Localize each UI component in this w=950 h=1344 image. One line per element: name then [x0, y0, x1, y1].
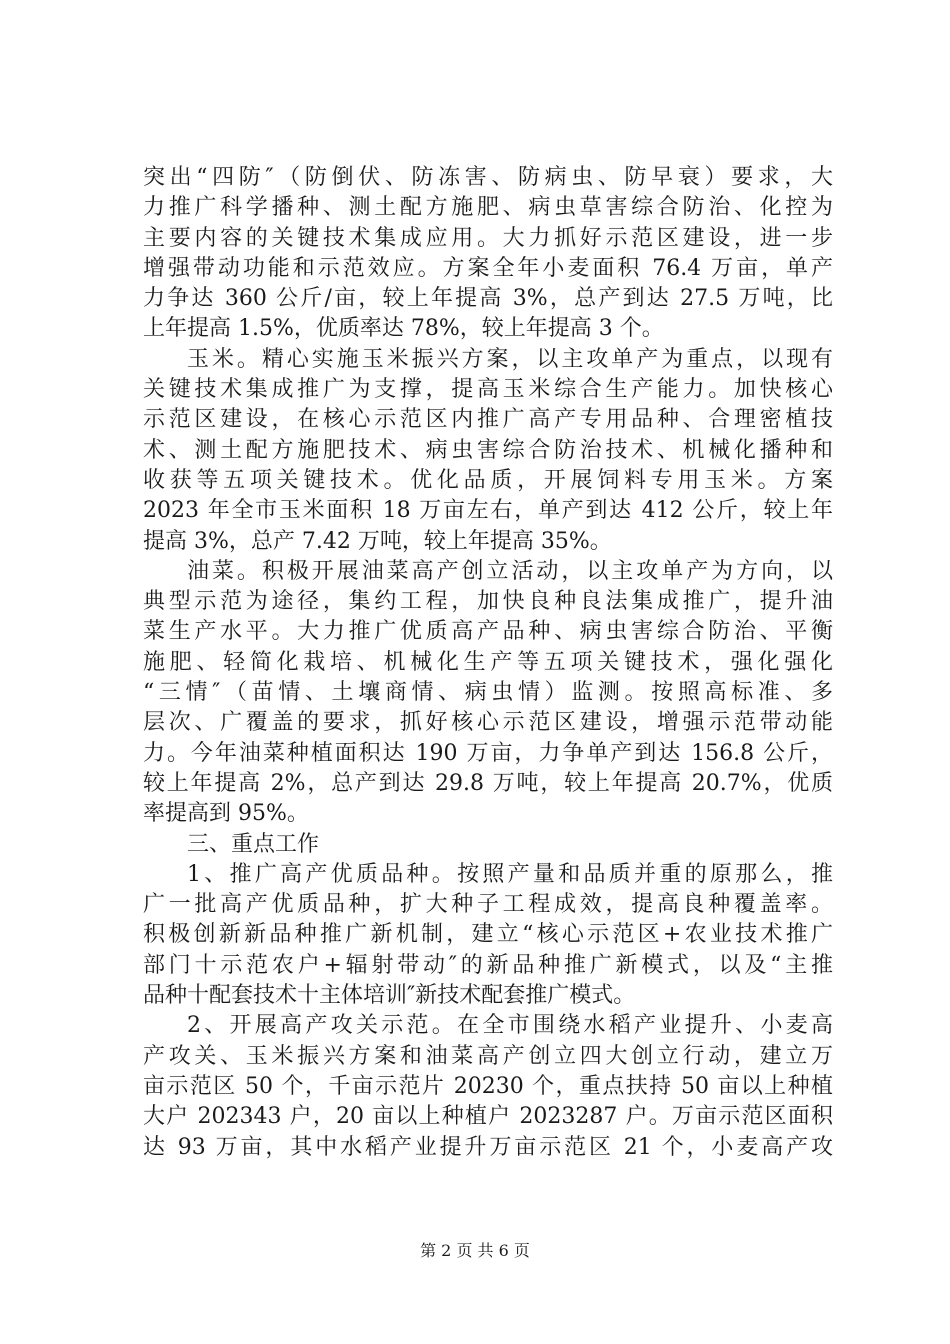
text-line: 主要内容的关键技术集成应用。大力抓好示范区建设，进一步 — [143, 225, 833, 251]
text-line: 较上年提高 2%，总产到达 29.8 万吨，较上年提高 20.7%，优质 — [143, 770, 833, 796]
text-line: 典型示范为途径，集约工程，加快良种良法集成推广，提升油 — [143, 589, 833, 615]
text-line: 关键技术集成推广为支撑，提高玉米综合生产能力。加快核心 — [143, 377, 833, 403]
text-line: 大户 202343 户，20 亩以上种植户 2023287 户。万亩示范区面积 — [143, 1104, 833, 1130]
text-line: 收获等五项关键技术。优化品质，开展饲料专用玉米。方案 — [143, 467, 833, 493]
text-line: 广一批高产优质品种，扩大种子工程成效，提高良种覆盖率。 — [143, 892, 833, 918]
text-line: 增强带动功能和示范效应。方案全年小麦面积 76.4 万亩，单产 — [143, 255, 833, 281]
text-line: 提高 3%，总产 7.42 万吨，较上年提高 35%。 — [143, 528, 612, 554]
text-line: 层次、广覆盖的要求，抓好核心示范区建设，增强示范带动能 — [143, 710, 833, 736]
text-line: 力争达 360 公斤/亩，较上年提高 3%，总产到达 27.5 万吨，比 — [143, 286, 833, 312]
text-line: 2023 年全市玉米面积 18 万亩左右，单产到达 412 公斤，较上年 — [143, 498, 833, 524]
page-number-footer: 第 2 页 共 6 页 — [420, 1241, 530, 1260]
text-line: 率提高到 95%。 — [143, 801, 309, 827]
text-line: 产攻关、玉米振兴方案和油菜高产创立四大创立行动，建立万 — [143, 1043, 833, 1069]
text-line: 油菜。积极开展油菜高产创立活动，以主攻单产为方向，以 — [187, 558, 833, 584]
text-line: 施肥、轻简化栽培、机械化生产等五项关键技术，强化强化 — [143, 649, 833, 675]
text-line: 亩示范区 50 个，千亩示范片 20230 个，重点扶持 50 亩以上种植 — [143, 1073, 833, 1099]
text-line: 力。今年油菜种植面积达 190 万亩，力争单产到达 156.8 公斤， — [143, 740, 833, 766]
text-line: 突出“四防″（防倒伏、防冻害、防病虫、防早衰）要求，大 — [143, 165, 833, 190]
text-line: “三情″（苗情、土壤商情、病虫情）监测。按照高标准、多 — [143, 680, 833, 706]
text-line: 力推广科学播种、测土配方施肥、病虫草害综合防治、化控为 — [143, 195, 833, 221]
text-line: 术、测土配方施肥技术、病虫害综合防治技术、机械化播种和 — [143, 437, 833, 463]
text-line: 上年提高 1.5%，优质率达 78%，较上年提高 3 个。 — [143, 316, 664, 342]
text-line: 示范区建设，在核心示范区内推广高产专用品种、合理密植技 — [143, 407, 833, 433]
document-body — [143, 163, 833, 1163]
text-line: 部门十示范农户+辐射带动″的新品种推广新模式，以及“主推 — [143, 952, 833, 978]
text-line: 菜生产水平。大力推广优质高产品种、病虫害综合防治、平衡 — [143, 619, 833, 645]
text-line: 玉米。精心实施玉米振兴方案，以主攻单产为重点，以现有 — [187, 346, 833, 372]
text-line: 1、推广高产优质品种。按照产量和品质并重的原那么，推 — [187, 861, 833, 887]
text-line: 品种十配套技术十主体培训″新技术配套推广模式。 — [143, 983, 636, 1009]
section-heading: 三、重点工作 — [187, 831, 320, 857]
text-line: 达 93 万亩，其中水稻产业提升万亩示范区 21 个，小麦高产攻 — [143, 1134, 833, 1160]
text-line: 2、开展高产攻关示范。在全市围绕水稻产业提升、小麦高 — [187, 1013, 833, 1039]
text-line: 积极创新新品种推广新机制，建立“核心示范区+农业技术推广 — [143, 922, 833, 948]
